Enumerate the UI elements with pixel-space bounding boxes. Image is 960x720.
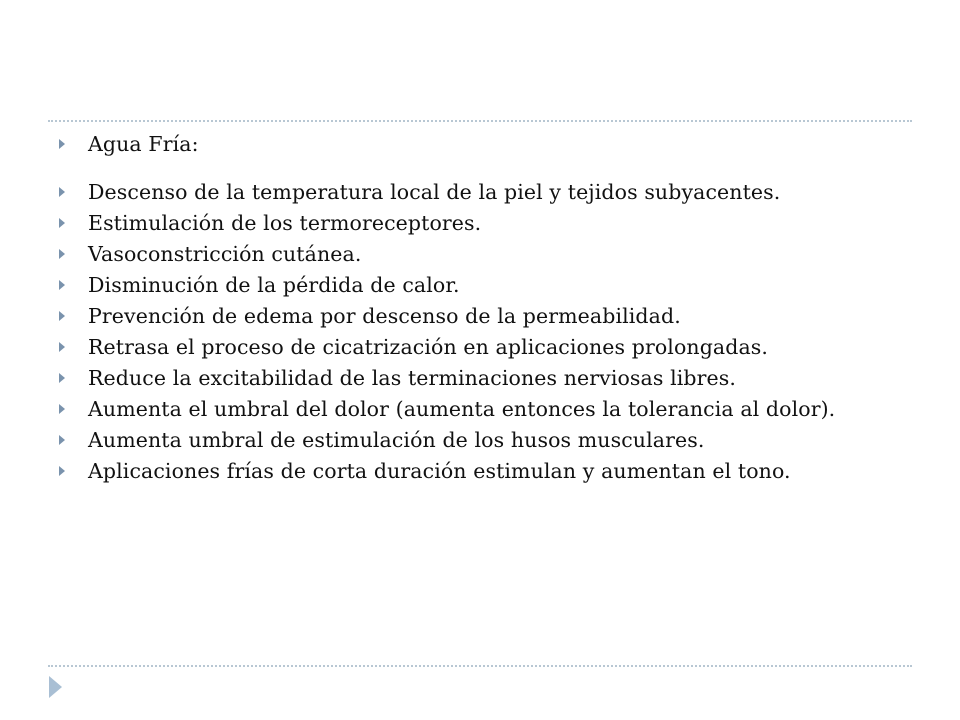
triangle-bullet-icon: [59, 373, 65, 383]
list-item-text: Agua Fría:: [88, 132, 199, 156]
triangle-bullet-icon: [59, 435, 65, 445]
list-item: [54, 212, 906, 235]
triangle-bullet-icon: [59, 249, 65, 259]
next-slide-arrow-icon[interactable]: [49, 676, 62, 698]
triangle-bullet-icon: [59, 187, 65, 197]
list-item: [54, 243, 906, 266]
list-item: [54, 181, 906, 204]
list-item-text: Reduce la excitabilidad de las terminaciones nerviosas libres.: [88, 366, 737, 390]
triangle-bullet-icon: [59, 139, 65, 149]
list-item-text: Vasoconstricción cutánea.: [88, 242, 362, 266]
list-item-text: Prevención de edema por descenso de la permeabilidad.: [88, 304, 681, 328]
triangle-bullet-icon: [59, 280, 65, 290]
triangle-bullet-icon: [59, 311, 65, 321]
triangle-bullet-icon: [59, 342, 65, 352]
triangle-bullet-icon: [59, 466, 65, 476]
triangle-bullet-icon: [59, 218, 65, 228]
list-item: [54, 305, 906, 328]
bullet-list: [54, 133, 906, 491]
list-item-text: Descenso de la temperatura local de la piel y tejidos subyacentes.: [88, 180, 781, 204]
list-item: [54, 460, 906, 483]
top-divider: [48, 120, 912, 122]
list-item-text: Aumenta el umbral del dolor (aumenta entonces la tolerancia al dolor).: [88, 397, 836, 421]
list-item-text: Aumenta umbral de estimulación de los husos musculares.: [88, 428, 705, 452]
list-item: [54, 133, 906, 156]
list-item-text: Estimulación de los termoreceptores.: [88, 211, 482, 235]
bottom-divider: [48, 665, 912, 667]
list-item: [54, 429, 906, 452]
list-item-text: Disminución de la pérdida de calor.: [88, 273, 460, 297]
triangle-bullet-icon: [59, 404, 65, 414]
list-item: [54, 398, 906, 421]
list-item: [54, 367, 906, 390]
list-item: [54, 274, 906, 297]
list-item-text: Retrasa el proceso de cicatrización en aplicaciones prolongadas.: [88, 335, 769, 359]
list-item-text: Aplicaciones frías de corta duración estimulan y aumentan el tono.: [88, 459, 791, 483]
list-item: [54, 336, 906, 359]
